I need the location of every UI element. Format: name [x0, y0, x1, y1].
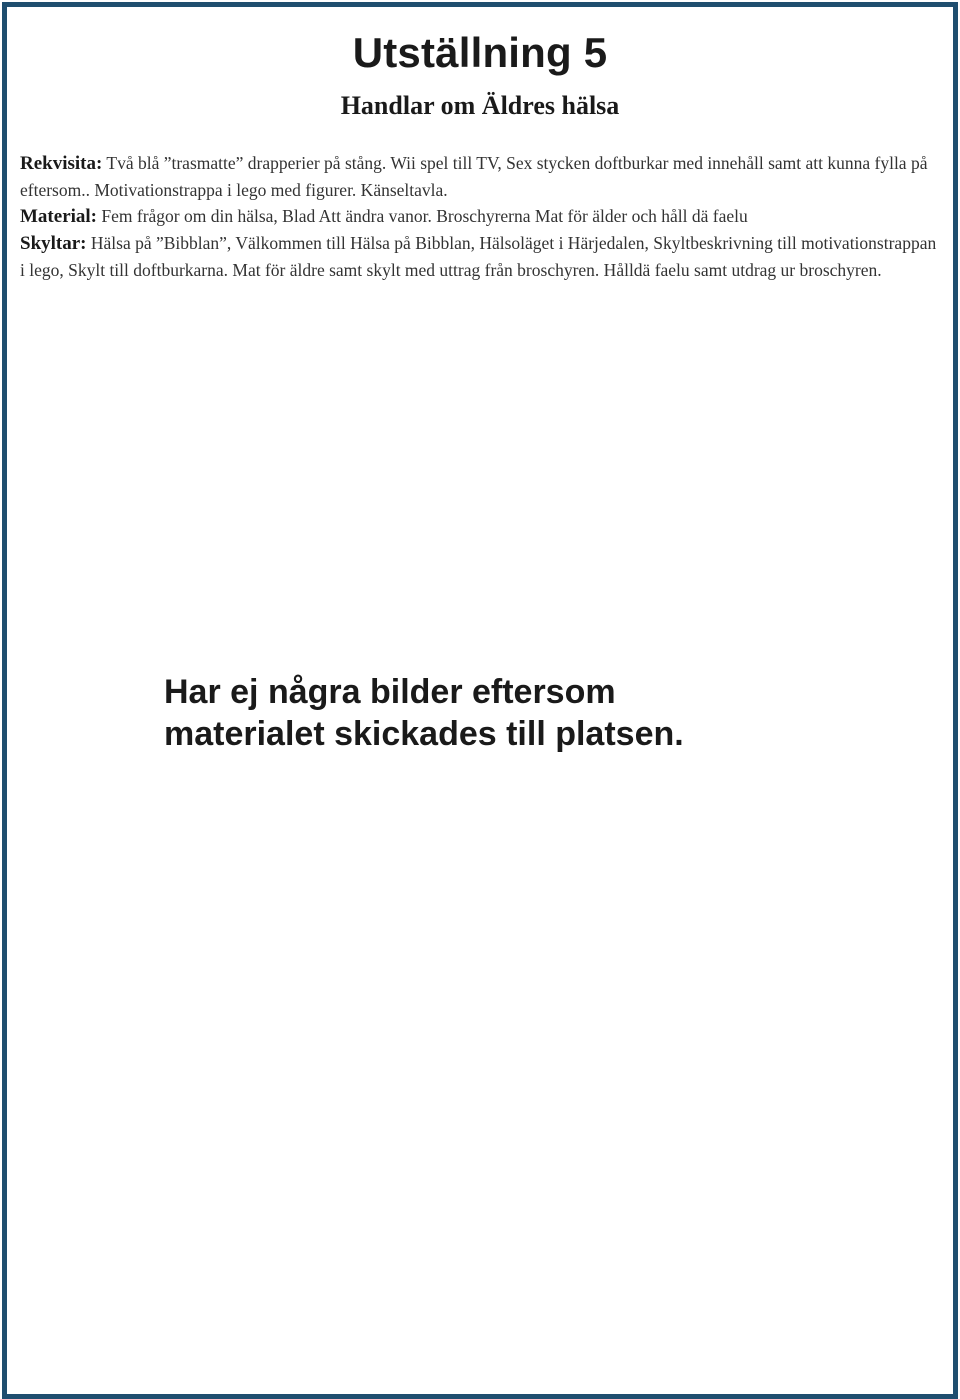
section-rekvisita: [20, 150, 945, 203]
page-subtitle: Handlar om Äldres hälsa: [340, 91, 620, 120]
section-label-skyltar: Skyltar:: [20, 233, 87, 254]
page-frame: [2, 2, 958, 1399]
no-images-notice: [164, 671, 864, 755]
notice-line-2: materialet skickades till platsen.: [164, 715, 684, 753]
section-text-material: Fem frågor om din hälsa, Blad Att ändra vanor. Broschyrerna Mat för älder och håll dä faelu: [101, 206, 748, 226]
notice-line-1: Har ej några bilder eftersom: [164, 673, 616, 711]
section-label-rekvisita: Rekvisita:: [20, 153, 103, 174]
section-text-rekvisita: Två blå ”trasmatte” drapperier på stång. Wii spel till TV, Sex stycken doftburkar med innehåll samt att kunna fylla på eftersom.. Motivationstrappa i lego med figurer. Känseltavla.: [20, 153, 928, 200]
page-title: Utställning 5: [352, 29, 608, 76]
exhibit-description: [20, 150, 945, 283]
section-label-material: Material:: [20, 206, 98, 227]
section-material: [20, 203, 945, 230]
section-skyltar: [20, 230, 945, 283]
section-text-skyltar: Hälsa på ”Bibblan”, Välkommen till Hälsa på Bibblan, Hälsoläget i Härjedalen, Skyltbeskrivning till motivationstrappan i lego, Skylt till doftburkarna. Mat för äldre samt skylt med uttrag från broschyren. Hålldä faelu samt utdrag ur broschyren.: [20, 233, 937, 280]
